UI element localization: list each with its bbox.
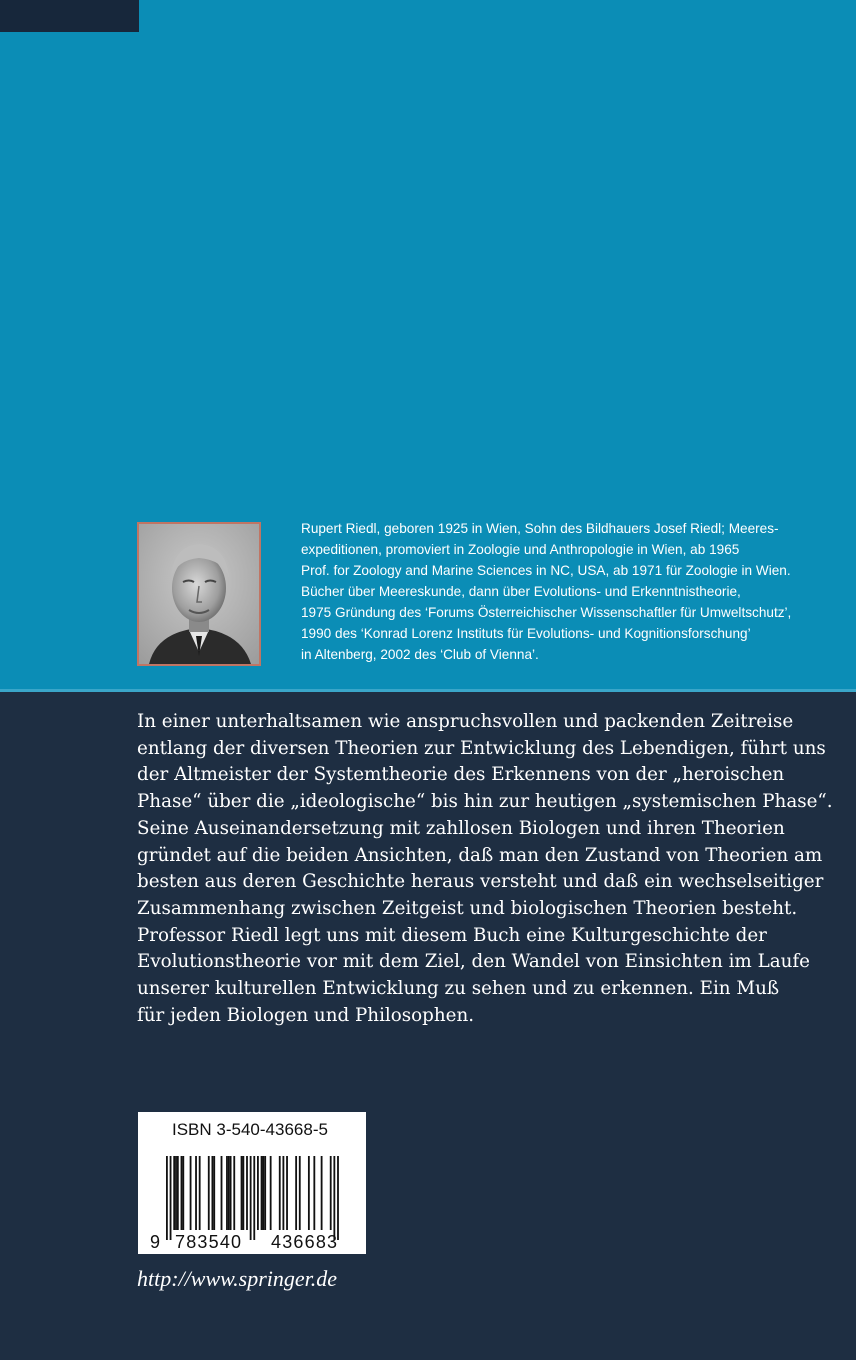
blurb-line: Evolutionstheorie vor mit dem Ziel, den Wandel von Einsichten im Laufe	[137, 951, 810, 973]
barcode-bar	[286, 1156, 288, 1230]
blurb-line: Professor Riedl legt uns mit diesem Buch eine Kulturgeschichte der	[137, 924, 767, 946]
barcode-bar	[221, 1156, 223, 1230]
author-bio-line: 1990 des ‘Konrad Lorenz Instituts für Evolutions- und Kognitionsforschung’	[301, 626, 751, 641]
author-bio-line: Rupert Riedl, geboren 1925 in Wien, Sohn des Bildhauers Josef Riedl; Meeres-	[301, 521, 779, 536]
barcode-graphic	[138, 1112, 366, 1254]
barcode-left-digits: 783540	[175, 1232, 243, 1252]
barcode-bar	[333, 1156, 335, 1240]
barcode-bar	[190, 1156, 192, 1230]
barcode-bar	[246, 1156, 248, 1230]
barcode-bar	[226, 1156, 228, 1230]
isbn-label: ISBN 3-540-43668-5	[172, 1120, 328, 1139]
blurb-line: In einer unterhaltsamen wie anspruchsvollen und packenden Zeitreise	[137, 711, 794, 732]
barcode-bar	[337, 1156, 339, 1240]
blurb-line: Phase“ über die „ideologische“ bis hin zur heutigen „systemischen Phase“.	[137, 791, 833, 813]
barcode-bar	[228, 1156, 230, 1230]
book-blurb	[137, 709, 833, 1029]
blurb-line: Zusammenhang zwischen Zeitgeist und biologischen Theorien besteht.	[137, 897, 798, 919]
barcode-bar	[208, 1156, 210, 1230]
author-bio-line: in Altenberg, 2002 des ‘Club of Vienna’.	[301, 647, 539, 662]
author-photo	[137, 522, 261, 666]
barcode-bar	[262, 1156, 264, 1230]
blurb-line: gründet auf die beiden Ansichten, daß man den Zustand von Theorien am	[137, 844, 823, 866]
author-bio-line: expeditionen, promoviert in Zoologie und Anthropologie in Wien, ab 1965	[301, 542, 740, 557]
barcode-bar	[212, 1156, 214, 1230]
barcode-bar	[195, 1156, 197, 1230]
barcode-right-digits: 436683	[271, 1232, 339, 1252]
isbn-barcode	[138, 1112, 366, 1254]
author-bio	[301, 518, 821, 665]
barcode-bar	[230, 1156, 232, 1230]
barcode-bar	[173, 1156, 175, 1230]
author-portrait-image	[139, 524, 259, 664]
barcode-bar	[175, 1156, 177, 1230]
barcode-first-digit: 9	[150, 1232, 161, 1252]
barcode-bar	[166, 1156, 168, 1240]
barcode-bar	[282, 1156, 284, 1230]
barcode-bar	[257, 1156, 259, 1230]
barcode-bar	[330, 1156, 332, 1230]
barcode-bar	[199, 1156, 201, 1230]
corner-block	[0, 0, 139, 32]
barcode-bar	[233, 1156, 235, 1230]
barcode-bar	[181, 1156, 183, 1230]
barcode-bar	[264, 1156, 266, 1230]
barcode-bar	[270, 1156, 272, 1230]
barcode-bar	[321, 1156, 323, 1230]
barcode-bar	[299, 1156, 301, 1230]
author-bio-line: 1975 Gründung des ‘Forums Österreichischer Wissenschaftler für Umweltschutz’,	[301, 605, 792, 620]
blurb-line: entlang der diversen Theorien zur Entwicklung des Lebendigen, führt uns	[137, 737, 826, 759]
author-bio-line: Prof. for Zoology and Marine Sciences in NC, USA, ab 1971 für Zoologie in Wien.	[301, 563, 791, 578]
blurb-line: besten aus deren Geschichte heraus versteht und daß ein wechselseitiger	[137, 871, 824, 893]
author-bio-line: Bücher über Meereskunde, dann über Evolutions- und Erkenntnistheorie,	[301, 584, 741, 599]
barcode-bar	[182, 1156, 184, 1230]
barcode-bar	[213, 1156, 215, 1230]
barcode-bar	[313, 1156, 315, 1230]
barcode-bar	[261, 1156, 263, 1230]
barcode-bar	[295, 1156, 297, 1230]
barcode-bars	[166, 1156, 339, 1240]
blurb-line: Seine Auseinandersetzung mit zahllosen Biologen und ihren Theorien	[137, 817, 785, 839]
barcode-bar	[279, 1156, 281, 1230]
blurb-line: für jeden Biologen und Philosophen.	[137, 1004, 475, 1026]
barcode-bar	[250, 1156, 252, 1240]
publisher-url: http://www.springer.de	[137, 1266, 338, 1291]
barcode-bar	[253, 1156, 255, 1240]
barcode-bar	[177, 1156, 179, 1230]
barcode-bar	[242, 1156, 244, 1230]
blurb-line: unserer kulturellen Entwicklung zu sehen und zu erkennen. Ein Muß	[137, 978, 780, 1000]
barcode-bar	[170, 1156, 172, 1240]
barcode-bar	[241, 1156, 243, 1230]
barcode-bar	[308, 1156, 310, 1230]
blurb-line: der Altmeister der Systemtheorie des Erkennens von der „heroischen	[137, 764, 785, 786]
